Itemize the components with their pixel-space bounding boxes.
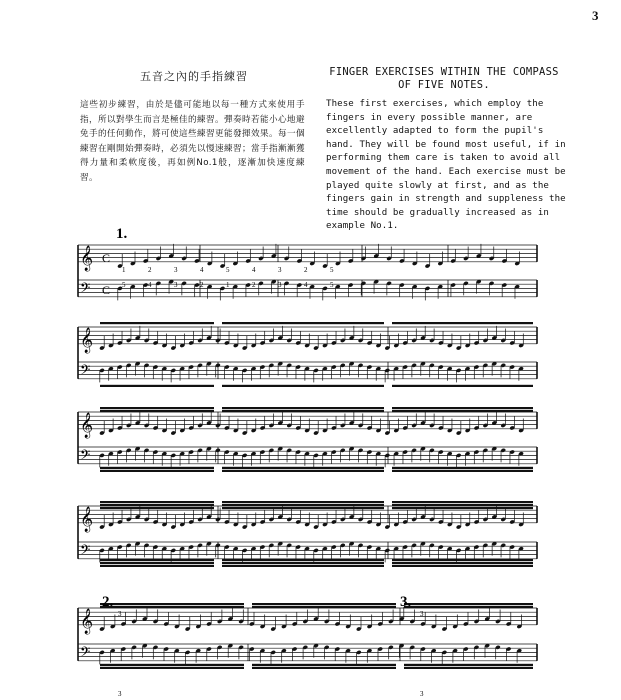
triplet-mark-ex3-top: 3 xyxy=(420,610,424,618)
bass-clef: 𝄢 xyxy=(80,541,91,561)
fingering-treble: 5 xyxy=(330,266,334,274)
bass-clef: 𝄢 xyxy=(80,279,91,299)
note-beam xyxy=(100,559,214,561)
treble-clef: 𝄞 xyxy=(80,412,94,438)
note-beam xyxy=(252,606,396,608)
fingering-bass: 4 xyxy=(148,281,152,289)
exercise-2-label: 2. xyxy=(102,594,114,610)
note-beam xyxy=(100,407,214,409)
note-beam xyxy=(100,504,214,506)
bass-clef: 𝄢 xyxy=(80,643,91,663)
time-signature-bass: C xyxy=(102,283,111,297)
note-beam xyxy=(100,385,214,387)
note-beam xyxy=(252,667,396,669)
exercise-1-label: 1. xyxy=(116,226,128,242)
note-beam xyxy=(252,603,396,605)
note-beam xyxy=(392,565,533,567)
treble-clef: 𝄞 xyxy=(80,608,94,634)
note-beam xyxy=(392,385,533,387)
note-beam xyxy=(222,407,384,409)
note-beam xyxy=(404,664,533,666)
note-beam xyxy=(404,603,533,605)
bass-clef: 𝄢 xyxy=(80,446,91,466)
time-signature-treble: C xyxy=(102,251,111,265)
triplet-mark-ex3-bottom: 3 xyxy=(420,690,424,698)
note-beam xyxy=(392,501,533,503)
note-beam xyxy=(404,667,533,669)
fingering-treble: 2 xyxy=(148,266,152,274)
note-beam xyxy=(222,470,384,472)
fingering-treble: 5 xyxy=(226,266,230,274)
note-beam xyxy=(100,467,214,469)
note-beam xyxy=(100,565,214,567)
fingering-treble: 3 xyxy=(174,266,178,274)
note-beam xyxy=(100,562,214,564)
note-beam xyxy=(100,664,244,666)
note-beam xyxy=(222,565,384,567)
note-beam xyxy=(100,410,214,412)
note-beam xyxy=(222,385,384,387)
fingering-treble: 3 xyxy=(278,266,282,274)
english-title: FINGER EXERCISES WITHIN THE COMPASS OF FIVE NOTES. xyxy=(329,66,559,91)
note-beam xyxy=(392,410,533,412)
note-beam xyxy=(100,667,244,669)
note-beam xyxy=(100,606,244,608)
treble-clef: 𝄞 xyxy=(80,506,94,532)
note-beam xyxy=(100,322,214,324)
fingering-bass: 3 xyxy=(278,281,282,289)
note-beam xyxy=(252,664,396,666)
exercise-3-label: 3. xyxy=(400,594,412,610)
note-beam xyxy=(100,501,214,503)
note-beam xyxy=(222,322,384,324)
note-beam xyxy=(222,562,384,564)
chinese-paragraph: 這些初步練習，由於是儘可能地以每一種方式來使用手指，所以對學生而言是極佳的練習。彈奏時若能小心地避免手的任何動作，將可使這些練習更能發揮效果。每一個練習在剛開始彈奏時，必須先以慢速練習；當手指漸漸獲得力量和柔軟度後，再如例No.1般，逐漸加快速度練習。 xyxy=(80,100,305,183)
note-beam xyxy=(222,559,384,561)
treble-clef: 𝄞 xyxy=(80,327,94,353)
triplet-mark-ex2-top: 3 xyxy=(118,610,122,618)
note-beam xyxy=(392,562,533,564)
note-beam xyxy=(392,467,533,469)
fingering-bass: 5 xyxy=(330,281,334,289)
fingering-bass: 2 xyxy=(252,281,256,289)
note-beam xyxy=(392,559,533,561)
note-beam xyxy=(222,410,384,412)
treble-clef: 𝄞 xyxy=(80,245,94,271)
fingering-bass: 2 xyxy=(200,281,204,289)
note-beam xyxy=(100,470,214,472)
chinese-title: 五音之內的手指練習 xyxy=(140,70,248,83)
note-beam xyxy=(222,501,384,503)
note-beam xyxy=(392,322,533,324)
fingering-treble: 4 xyxy=(252,266,256,274)
fingering-bass: 3 xyxy=(174,281,178,289)
note-beam xyxy=(392,504,533,506)
triplet-mark-ex2-bottom: 3 xyxy=(118,690,122,698)
fingering-treble: 4 xyxy=(200,266,204,274)
note-beam xyxy=(100,507,214,509)
note-beam xyxy=(222,467,384,469)
bass-clef: 𝄢 xyxy=(80,361,91,381)
fingering-treble: 2 xyxy=(304,266,308,274)
note-beam xyxy=(222,507,384,509)
note-beam xyxy=(100,603,244,605)
note-beam xyxy=(404,606,533,608)
note-beam xyxy=(392,470,533,472)
fingering-treble: 1 xyxy=(122,266,126,274)
note-beam xyxy=(392,507,533,509)
note-beam xyxy=(392,407,533,409)
fingering-bass: 1 xyxy=(226,281,230,289)
fingering-bass: 4 xyxy=(304,281,308,289)
note-beam xyxy=(222,504,384,506)
page-number: 3 xyxy=(592,8,599,23)
fingering-bass: 5 xyxy=(122,281,126,289)
english-paragraph: These first exercises, which employ the fingers in every possible manner, are excellently adapted to form the pupil's hand. They will be found most useful, if in performing them care is taken to avoid all movement of the hand. Each exercise must be played quite slowly at first, and as the fingers gain in strength and suppleness the time should be gradually increased as in example No.1. xyxy=(326,99,566,232)
